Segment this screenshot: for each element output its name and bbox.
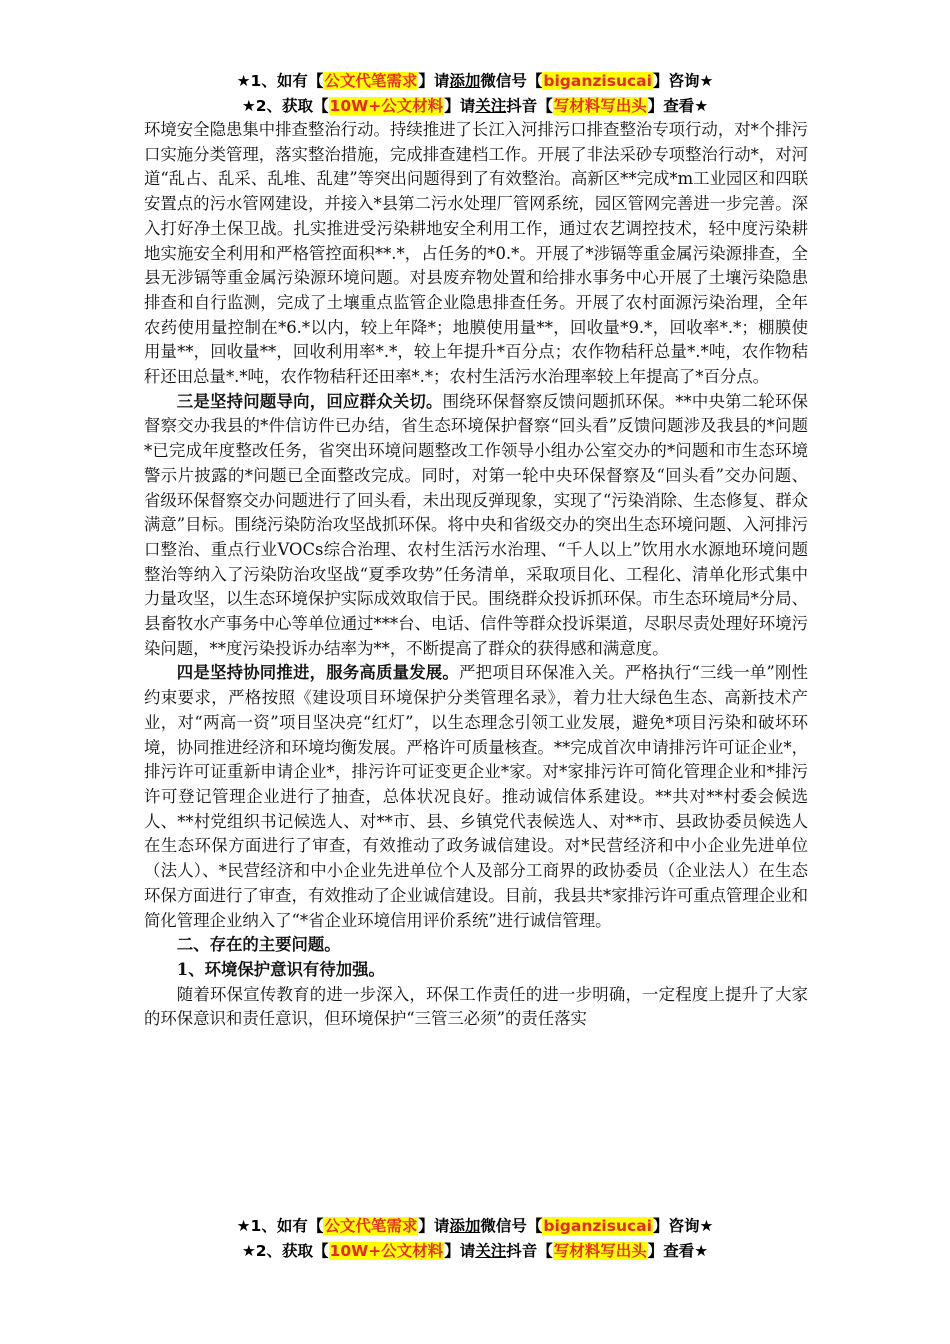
banner-text: ★1、如有【 [236, 72, 324, 90]
banner-text: 】咨询★ [652, 1217, 714, 1235]
banner-text: 微信号【 [480, 1217, 543, 1235]
paragraph-4: 随着环保宣传教育的进一步深入，环保工作责任的进一步明确，一定程度上提升了大家的环保意识和责任意识，但环境保护“三管三必须”的责任落实 [144, 984, 808, 1029]
banner-underlined-text: 添加 [449, 72, 481, 90]
footer-banner [0, 1214, 950, 1264]
paragraph-3 [144, 661, 808, 933]
banner-text: 】请 [418, 72, 450, 90]
banner-highlight: 10W+公文材料 [329, 97, 444, 115]
banner-highlight: 公文代笔需求 [324, 72, 418, 90]
banner-text: 】查看★ [647, 1242, 709, 1260]
banner-text: 】请 [444, 1242, 476, 1260]
banner-text: 抖音【 [506, 1242, 553, 1260]
paragraph-lead: 三是坚持问题导向，回应群众关切。 [176, 391, 443, 411]
banner-line-2 [0, 94, 950, 119]
subsection-heading: 1、环境保护意识有待加强。 [176, 959, 385, 979]
paragraph-lead: 四是坚持协同推进，服务高质量发展。 [176, 663, 460, 683]
banner-line-2 [0, 1239, 950, 1264]
banner-line-1 [0, 69, 950, 94]
banner-highlight: 写材料写出头 [553, 1242, 647, 1260]
banner-highlight: biganzisucai [543, 72, 652, 90]
banner-text: 抖音【 [506, 97, 553, 115]
banner-underlined-text: 关注 [475, 97, 507, 115]
banner-highlight: biganzisucai [543, 1217, 652, 1235]
banner-text: 微信号【 [480, 72, 543, 90]
banner-text: ★1、如有【 [236, 1217, 324, 1235]
banner-text: ★2、获取【 [241, 97, 329, 115]
paragraph-text: 严把项目环保准入关。严格执行“三线一单”刚性约束要求，严格按照《建设项目环境保护分类管理名录》，着力壮大绿色生态、高新技术产业，对“两高一资”项目坚决亮“红灯”，以生态理念引领工业发展，避免*项目污染和破坏环境，协同推进经济和环境均衡发展。严格许可质量核查。**完成首次申请排污许可证企业*，排污许可证重新申请企业*，排污许可证变更企业*家。对*家排污许可简化管理企业和*排污许可登记管理企业进行了抽查，总体状况良好。推动诚信体系建设。**共对**村委会候选人、**村党组织书记候选人、对**市、县、乡镇党代表候选人、对**市、县政协委员候选人在生态环保方面进行了审查，有效推动了政务诚信建设。对*民营经济和中小企业先进单位（法人）、*民营经济和中小企业先进单位个人及部分工商界的政协委员（企业法人）在生态环保方面进行了审查，有效推动了企业诚信建设。目前，我县共*家排污许可重点管理企业和简化管理企业纳入了“*省企业环境信用评价系统”进行诚信管理。 [144, 663, 808, 930]
banner-text: ★2、获取【 [241, 1242, 329, 1260]
banner-highlight: 公文代笔需求 [324, 1217, 418, 1235]
section-heading: 二、存在的主要问题。 [176, 935, 341, 955]
banner-underlined-text: 添加 [449, 1217, 481, 1235]
banner-highlight: 写材料写出头 [553, 97, 647, 115]
banner-line-1 [0, 1214, 950, 1239]
banner-highlight: 10W+公文材料 [329, 1242, 444, 1260]
paragraph-1: 环境安全隐患集中排查整治行动。持续推进了长江入河排污口排查整治专项行动，对*个排污口实施分类管理，落实整治措施，完成排查建档工作。开展了非法采砂专项整治行动*，对河道“乱占、乱采、乱堆、乱建”等突出问题得到了有效整治。高新区**完成*m工业园区和四联安置点的污水管网建设，并接入*县第二污水处理厂管网系统，园区管网完善进一步完善。深入打好净土保卫战。扎实推进受污染耕地安全利用工作，通过农艺调控技术，轻中度污染耕地实施安全利用和严格管控面积**.*，占任务的*0.*。开展了*涉镉等重金属污染源排查，全县无涉镉等重金属污染源环境问题。对县废弃物处置和给排水事务中心开展了土壤污染隐患排查和自行监测，完成了土壤重点监管企业隐患排查任务。开展了农村面源污染治理，全年农药使用量控制在*6.*以内，较上年降*；地膜使用量**，回收量*9.*，回收率*.*；棚膜使用量**，回收量**，回收利用率*.*，较上年提升*百分点；农作物秸秆总量*.*吨，农作物秸秆还田总量*.*吨，农作物秸秆还田率*.*；农村生活污水治理率较上年提高了*百分点。 [144, 120, 808, 387]
banner-text: 】请 [444, 97, 476, 115]
banner-underlined-text: 关注 [475, 1242, 507, 1260]
paragraph-2 [144, 390, 808, 662]
document-body [144, 118, 808, 1032]
banner-text: 】咨询★ [652, 72, 714, 90]
banner-text: 】查看★ [647, 97, 709, 115]
header-banner [0, 69, 950, 119]
banner-text: 】请 [418, 1217, 450, 1235]
paragraph-text: 围绕环保督察反馈问题抓环保。**中央第二轮环保督察交办我县的*件信访件已办结，省生态环境保护督察“回头看”反馈问题涉及我县的*问题*已完成年度整改任务，省突出环境问题整改工作领导小组办公室交办的*问题和市生态环境警示片披露的*问题已全面整改完成。同时，对第一轮中央环保督察及“回头看”交办问题、省级环保督察交办问题进行了回头看，未出现反弹现象，实现了“污染消除、生态修复、群众满意”目标。围绕污染防治攻坚战抓环保。将中央和省级交办的突出生态环境问题、入河排污口整治、重点行业VOCs综合治理、农村生活污水治理、“千人以上”饮用水水源地环境问题整治等纳入了污染防治攻坚战“夏季攻势”任务清单，采取项目化、工程化、清单化形式集中力量攻坚，以生态环境保护实际成效取信于民。围绕群众投诉抓环保。市生态环境局*分局、县畜牧水产事务中心等单位通过***台、电话、信件等群众投诉渠道，尽职尽责处理好环境污染问题，**度污染投诉办结率为**，不断提高了群众的获得感和满意度。 [144, 391, 809, 658]
